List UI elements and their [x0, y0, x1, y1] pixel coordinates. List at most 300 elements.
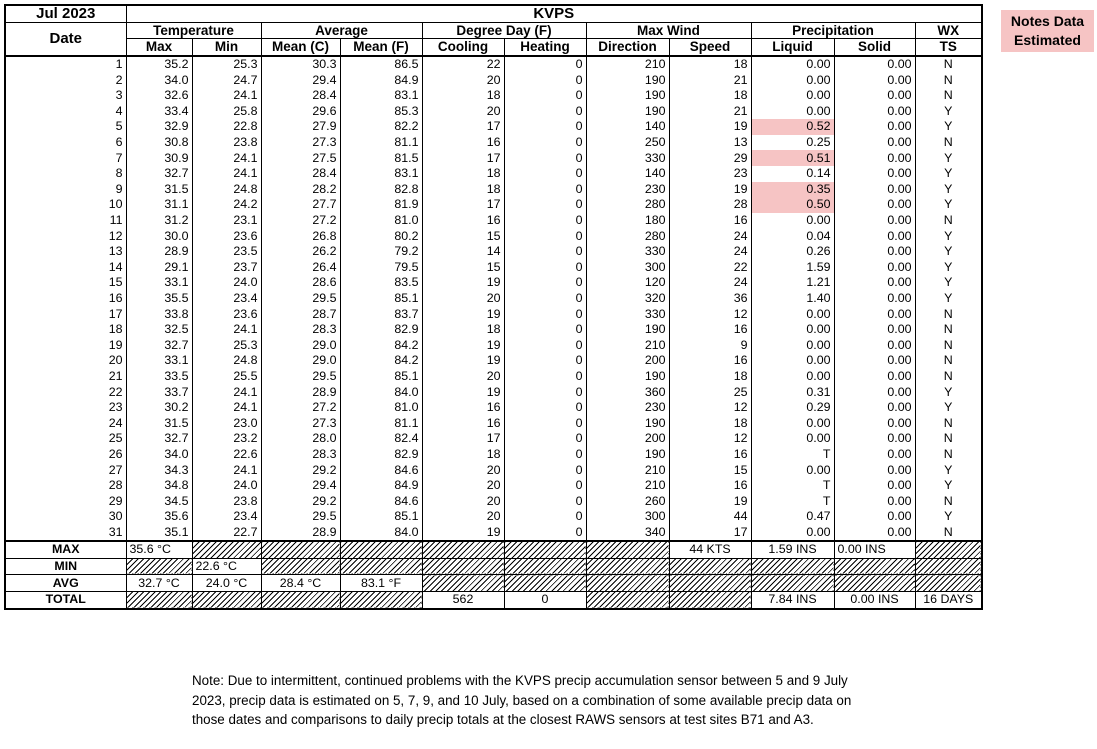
mean-c-cell: 28.9 — [261, 384, 340, 400]
table-row — [5, 275, 982, 291]
heating-cell: 0 — [504, 244, 586, 260]
summary-cell: 0.00 INS — [834, 541, 915, 558]
mean-f-header: Mean (F) — [340, 39, 422, 56]
mean-c-cell: 28.2 — [261, 182, 340, 198]
liquid-cell: 0.26 — [751, 244, 834, 260]
liquid-cell: 0.00 — [751, 213, 834, 229]
solid-cell: 0.00 — [834, 384, 915, 400]
date-cell: 13 — [5, 244, 126, 260]
mean-c-cell: 28.4 — [261, 88, 340, 104]
wind-speed-cell: 12 — [669, 400, 751, 416]
hatched-cell — [669, 575, 751, 592]
wind-direction-cell: 190 — [586, 415, 669, 431]
mean-f-cell: 81.5 — [340, 150, 422, 166]
summary-row-max — [5, 541, 982, 558]
wx-ts-cell: N — [915, 213, 982, 229]
temp-max-cell: 31.2 — [126, 213, 192, 229]
wind-direction-cell: 140 — [586, 119, 669, 135]
liquid-cell: 0.00 — [751, 462, 834, 478]
liquid-cell: 0.25 — [751, 135, 834, 151]
hatched-cell — [669, 591, 751, 608]
wind-speed-cell: 19 — [669, 182, 751, 198]
wind-speed-cell: 16 — [669, 478, 751, 494]
wind-direction-cell: 300 — [586, 260, 669, 276]
wx-ts-cell: Y — [915, 182, 982, 198]
mean-f-cell: 83.7 — [340, 306, 422, 322]
temp-max-cell: 34.3 — [126, 462, 192, 478]
table-row — [5, 213, 982, 229]
wx-group-header: WX — [915, 22, 982, 39]
table-row — [5, 509, 982, 525]
liquid-cell: 0.35 — [751, 182, 834, 198]
hatched-cell — [915, 575, 982, 592]
wind-direction-cell: 210 — [586, 478, 669, 494]
wind-speed-cell: 16 — [669, 322, 751, 338]
hatched-cell — [422, 558, 504, 575]
liquid-cell: 0.00 — [751, 353, 834, 369]
table-row — [5, 88, 982, 104]
wx-ts-cell: N — [915, 353, 982, 369]
date-cell: 20 — [5, 353, 126, 369]
date-cell: 6 — [5, 135, 126, 151]
mean-f-cell: 84.6 — [340, 493, 422, 509]
date-cell: 10 — [5, 197, 126, 213]
table-header — [5, 5, 982, 56]
table-row — [5, 369, 982, 385]
temp-min-cell: 23.8 — [192, 135, 261, 151]
temp-max-cell: 31.1 — [126, 197, 192, 213]
mean-f-cell: 80.2 — [340, 228, 422, 244]
summary-cell: 22.6 °C — [192, 558, 261, 575]
temp-min-cell: 23.1 — [192, 213, 261, 229]
liquid-cell: 0.04 — [751, 228, 834, 244]
heating-cell: 0 — [504, 400, 586, 416]
hatched-cell — [340, 558, 422, 575]
wind-direction-cell: 190 — [586, 88, 669, 104]
temp-max-cell: 30.9 — [126, 150, 192, 166]
solid-cell: 0.00 — [834, 415, 915, 431]
liquid-cell: 0.47 — [751, 509, 834, 525]
solid-cell: 0.00 — [834, 509, 915, 525]
table-row — [5, 478, 982, 494]
mean-c-cell: 28.6 — [261, 275, 340, 291]
liquid-cell: 0.00 — [751, 369, 834, 385]
cooling-cell: 15 — [422, 228, 504, 244]
wind-direction-cell: 140 — [586, 166, 669, 182]
date-cell: 12 — [5, 228, 126, 244]
heating-cell: 0 — [504, 197, 586, 213]
date-cell: 9 — [5, 182, 126, 198]
mean-f-cell: 81.0 — [340, 213, 422, 229]
daily-rows — [5, 56, 982, 541]
liquid-cell: 0.50 — [751, 197, 834, 213]
footnote: Note: Due to intermittent, continued problems with the KVPS precip accumulation sensor between 5 and 9 July 2023, precip data is estimated on 5, 7, 9, and 10 July, based on a combination of some available precip data on those dates and comparisons to daily precip totals at the closest RAWS sensors at test sites B71 and A3. — [192, 673, 852, 727]
mean-c-cell: 29.2 — [261, 462, 340, 478]
wx-ts-cell: N — [915, 525, 982, 542]
cooling-cell: 18 — [422, 166, 504, 182]
mean-c-cell: 28.3 — [261, 322, 340, 338]
date-cell: 4 — [5, 104, 126, 120]
wind-direction-cell: 180 — [586, 213, 669, 229]
hatched-cell — [422, 575, 504, 592]
mean-f-cell: 82.8 — [340, 182, 422, 198]
wind-direction-cell: 230 — [586, 400, 669, 416]
mean-c-cell: 27.9 — [261, 119, 340, 135]
hatched-cell — [915, 541, 982, 558]
wx-ts-cell: Y — [915, 197, 982, 213]
table-row — [5, 322, 982, 338]
wx-ts-cell: Y — [915, 150, 982, 166]
solid-cell: 0.00 — [834, 56, 915, 73]
heating-cell: 0 — [504, 509, 586, 525]
table-row — [5, 384, 982, 400]
mean-c-cell: 27.7 — [261, 197, 340, 213]
date-cell: 11 — [5, 213, 126, 229]
summary-label: MAX — [5, 541, 126, 558]
speed-header: Speed — [669, 39, 751, 56]
temp-min-cell: 24.1 — [192, 400, 261, 416]
mean-f-cell: 82.2 — [340, 119, 422, 135]
mean-c-cell: 28.3 — [261, 447, 340, 463]
summary-label: MIN — [5, 558, 126, 575]
wind-speed-cell: 24 — [669, 244, 751, 260]
date-cell: 19 — [5, 337, 126, 353]
table-row — [5, 431, 982, 447]
liquid-cell: T — [751, 447, 834, 463]
wx-ts-cell: Y — [915, 509, 982, 525]
summary-label: AVG — [5, 575, 126, 592]
heating-cell: 0 — [504, 447, 586, 463]
liquid-cell: 1.59 — [751, 260, 834, 276]
table-row — [5, 353, 982, 369]
heating-header: Heating — [504, 39, 586, 56]
hatched-cell — [504, 541, 586, 558]
solid-cell: 0.00 — [834, 166, 915, 182]
wx-ts-cell: N — [915, 447, 982, 463]
cooling-cell: 19 — [422, 384, 504, 400]
table-row — [5, 291, 982, 307]
date-header: Date — [5, 22, 126, 56]
liquid-cell: 1.21 — [751, 275, 834, 291]
wx-ts-cell: N — [915, 337, 982, 353]
temp-min-cell: 23.7 — [192, 260, 261, 276]
liquid-cell: 0.51 — [751, 150, 834, 166]
wx-ts-cell: N — [915, 493, 982, 509]
mean-f-cell: 82.9 — [340, 447, 422, 463]
wind-speed-cell: 16 — [669, 447, 751, 463]
mean-c-cell: 29.2 — [261, 493, 340, 509]
wind-speed-cell: 19 — [669, 119, 751, 135]
table-row — [5, 415, 982, 431]
wind-speed-cell: 16 — [669, 353, 751, 369]
wind-speed-cell: 15 — [669, 462, 751, 478]
summary-cell: 32.7 °C — [126, 575, 192, 592]
hatched-cell — [261, 541, 340, 558]
table-row — [5, 150, 982, 166]
wx-ts-cell: Y — [915, 119, 982, 135]
mean-f-cell: 86.5 — [340, 56, 422, 73]
max-wind-group-header: Max Wind — [586, 22, 751, 39]
mean-f-cell: 85.1 — [340, 291, 422, 307]
mean-f-cell: 85.1 — [340, 369, 422, 385]
wind-speed-cell: 17 — [669, 525, 751, 542]
wx-ts-cell: Y — [915, 260, 982, 276]
temp-max-cell: 33.7 — [126, 384, 192, 400]
temperature-group-header: Temperature — [126, 22, 261, 39]
wind-speed-cell: 18 — [669, 56, 751, 73]
summary-cell: 83.1 °F — [340, 575, 422, 592]
heating-cell: 0 — [504, 322, 586, 338]
liquid-cell: 0.00 — [751, 431, 834, 447]
mean-c-cell: 30.3 — [261, 56, 340, 73]
heating-cell: 0 — [504, 493, 586, 509]
hatched-cell — [504, 575, 586, 592]
mean-c-cell: 29.0 — [261, 353, 340, 369]
hatched-cell — [834, 558, 915, 575]
hatched-cell — [261, 591, 340, 608]
temp-min-cell: 25.3 — [192, 337, 261, 353]
liquid-cell: 0.52 — [751, 119, 834, 135]
solid-cell: 0.00 — [834, 306, 915, 322]
heating-cell: 0 — [504, 150, 586, 166]
solid-cell: 0.00 — [834, 369, 915, 385]
temp-min-cell: 23.6 — [192, 306, 261, 322]
wind-direction-cell: 250 — [586, 135, 669, 151]
mean-f-cell: 81.9 — [340, 197, 422, 213]
wx-ts-cell: Y — [915, 275, 982, 291]
temp-max-cell: 30.8 — [126, 135, 192, 151]
cooling-cell: 18 — [422, 182, 504, 198]
mean-f-cell: 84.0 — [340, 525, 422, 542]
wind-speed-cell: 29 — [669, 150, 751, 166]
mean-f-cell: 84.9 — [340, 478, 422, 494]
table-row — [5, 197, 982, 213]
summary-cell: 7.84 INS — [751, 591, 834, 608]
temp-max-cell: 35.1 — [126, 525, 192, 542]
mean-f-cell: 85.3 — [340, 104, 422, 120]
date-cell: 1 — [5, 56, 126, 73]
solid-cell: 0.00 — [834, 322, 915, 338]
solid-cell: 0.00 — [834, 260, 915, 276]
table-row — [5, 525, 982, 542]
summary-row-min — [5, 558, 982, 575]
wind-speed-cell: 22 — [669, 260, 751, 276]
cooling-cell: 16 — [422, 400, 504, 416]
liquid-cell: 1.40 — [751, 291, 834, 307]
wind-speed-cell: 18 — [669, 369, 751, 385]
date-cell: 30 — [5, 509, 126, 525]
mean-f-cell: 81.1 — [340, 135, 422, 151]
temp-min-cell: 24.1 — [192, 166, 261, 182]
wind-speed-cell: 23 — [669, 166, 751, 182]
table-row — [5, 447, 982, 463]
table-row — [5, 228, 982, 244]
table-row — [5, 56, 982, 73]
temp-max-cell: 34.5 — [126, 493, 192, 509]
temp-min-cell: 23.5 — [192, 244, 261, 260]
liquid-cell: T — [751, 493, 834, 509]
wind-speed-cell: 9 — [669, 337, 751, 353]
solid-cell: 0.00 — [834, 244, 915, 260]
temp-min-cell: 24.1 — [192, 150, 261, 166]
heating-cell: 0 — [504, 72, 586, 88]
solid-header: Solid — [834, 39, 915, 56]
hatched-cell — [192, 591, 261, 608]
solid-cell: 0.00 — [834, 119, 915, 135]
temp-min-cell: 23.4 — [192, 509, 261, 525]
summary-cell: 1.59 INS — [751, 541, 834, 558]
cooling-cell: 19 — [422, 275, 504, 291]
summary-cell: 28.4 °C — [261, 575, 340, 592]
date-cell: 15 — [5, 275, 126, 291]
temp-max-cell: 32.9 — [126, 119, 192, 135]
wind-direction-cell: 330 — [586, 306, 669, 322]
cooling-cell: 16 — [422, 415, 504, 431]
liquid-cell: 0.00 — [751, 306, 834, 322]
cooling-cell: 20 — [422, 291, 504, 307]
date-cell: 21 — [5, 369, 126, 385]
hatched-cell — [751, 558, 834, 575]
liquid-cell: 0.00 — [751, 72, 834, 88]
temp-max-cell: 33.1 — [126, 353, 192, 369]
cooling-cell: 14 — [422, 244, 504, 260]
liquid-cell: 0.00 — [751, 322, 834, 338]
liquid-cell: T — [751, 478, 834, 494]
wx-ts-cell: N — [915, 369, 982, 385]
min-header: Min — [192, 39, 261, 56]
wind-speed-cell: 28 — [669, 197, 751, 213]
hatched-cell — [422, 541, 504, 558]
weather-data-table — [4, 4, 983, 610]
temp-max-cell: 30.2 — [126, 400, 192, 416]
summary-cell: 0 — [504, 591, 586, 608]
heating-cell: 0 — [504, 478, 586, 494]
wind-speed-cell: 19 — [669, 493, 751, 509]
cooling-cell: 20 — [422, 72, 504, 88]
cooling-cell: 19 — [422, 337, 504, 353]
heating-cell: 0 — [504, 228, 586, 244]
wx-ts-cell: N — [915, 72, 982, 88]
wx-ts-cell: Y — [915, 244, 982, 260]
table-row — [5, 462, 982, 478]
cooling-cell: 18 — [422, 447, 504, 463]
degree-day-group-header: Degree Day (F) — [422, 22, 586, 39]
mean-f-cell: 84.2 — [340, 353, 422, 369]
temp-max-cell: 35.6 — [126, 509, 192, 525]
hatched-cell — [340, 541, 422, 558]
hatched-cell — [192, 541, 261, 558]
cooling-cell: 18 — [422, 88, 504, 104]
date-cell: 3 — [5, 88, 126, 104]
solid-cell: 0.00 — [834, 525, 915, 542]
mean-f-cell: 83.1 — [340, 166, 422, 182]
temp-max-cell: 28.9 — [126, 244, 192, 260]
wx-ts-cell: Y — [915, 228, 982, 244]
date-cell: 5 — [5, 119, 126, 135]
heating-cell: 0 — [504, 104, 586, 120]
wx-ts-cell: N — [915, 322, 982, 338]
wx-ts-cell: N — [915, 56, 982, 73]
table-row — [5, 493, 982, 509]
temp-min-cell: 25.5 — [192, 369, 261, 385]
mean-c-cell: 27.3 — [261, 135, 340, 151]
cooling-cell: 17 — [422, 150, 504, 166]
liquid-cell: 0.00 — [751, 104, 834, 120]
solid-cell: 0.00 — [834, 462, 915, 478]
cooling-cell: 20 — [422, 478, 504, 494]
liquid-cell: 0.29 — [751, 400, 834, 416]
mean-c-cell: 28.9 — [261, 525, 340, 542]
wind-speed-cell: 24 — [669, 275, 751, 291]
liquid-cell: 0.00 — [751, 56, 834, 73]
temp-max-cell: 31.5 — [126, 415, 192, 431]
mean-c-cell: 29.4 — [261, 72, 340, 88]
hatched-cell — [751, 575, 834, 592]
temp-min-cell: 24.8 — [192, 182, 261, 198]
wind-direction-cell: 210 — [586, 337, 669, 353]
wind-direction-cell: 200 — [586, 431, 669, 447]
heating-cell: 0 — [504, 260, 586, 276]
temp-min-cell: 25.8 — [192, 104, 261, 120]
heating-cell: 0 — [504, 135, 586, 151]
temp-max-cell: 31.5 — [126, 182, 192, 198]
cooling-cell: 20 — [422, 369, 504, 385]
temp-min-cell: 23.6 — [192, 228, 261, 244]
temp-min-cell: 22.8 — [192, 119, 261, 135]
summary-cell: 24.0 °C — [192, 575, 261, 592]
mean-f-cell: 84.6 — [340, 462, 422, 478]
hatched-cell — [126, 558, 192, 575]
hatched-cell — [504, 558, 586, 575]
wx-ts-cell: Y — [915, 384, 982, 400]
mean-c-cell: 27.3 — [261, 415, 340, 431]
temp-min-cell: 24.8 — [192, 353, 261, 369]
wind-direction-cell: 300 — [586, 509, 669, 525]
summary-cell: 562 — [422, 591, 504, 608]
mean-c-cell: 29.0 — [261, 337, 340, 353]
solid-cell: 0.00 — [834, 135, 915, 151]
mean-c-cell: 27.5 — [261, 150, 340, 166]
date-cell: 23 — [5, 400, 126, 416]
mean-c-cell: 28.7 — [261, 306, 340, 322]
wind-direction-cell: 360 — [586, 384, 669, 400]
wind-speed-cell: 16 — [669, 213, 751, 229]
solid-cell: 0.00 — [834, 275, 915, 291]
heating-cell: 0 — [504, 306, 586, 322]
heating-cell: 0 — [504, 119, 586, 135]
heating-cell: 0 — [504, 525, 586, 542]
average-group-header: Average — [261, 22, 422, 39]
temp-max-cell: 32.6 — [126, 88, 192, 104]
solid-cell: 0.00 — [834, 197, 915, 213]
table-row — [5, 119, 982, 135]
mean-c-cell: 26.8 — [261, 228, 340, 244]
wind-speed-cell: 25 — [669, 384, 751, 400]
temp-min-cell: 24.2 — [192, 197, 261, 213]
summary-cell: 44 KTS — [669, 541, 751, 558]
temp-max-cell: 33.4 — [126, 104, 192, 120]
mean-f-cell: 79.2 — [340, 244, 422, 260]
heating-cell: 0 — [504, 166, 586, 182]
heating-cell: 0 — [504, 291, 586, 307]
date-cell: 22 — [5, 384, 126, 400]
hatched-cell — [586, 541, 669, 558]
table-row — [5, 104, 982, 120]
wind-speed-cell: 18 — [669, 415, 751, 431]
wind-direction-cell: 190 — [586, 72, 669, 88]
summary-cell: 35.6 °C — [126, 541, 192, 558]
liquid-header: Liquid — [751, 39, 834, 56]
